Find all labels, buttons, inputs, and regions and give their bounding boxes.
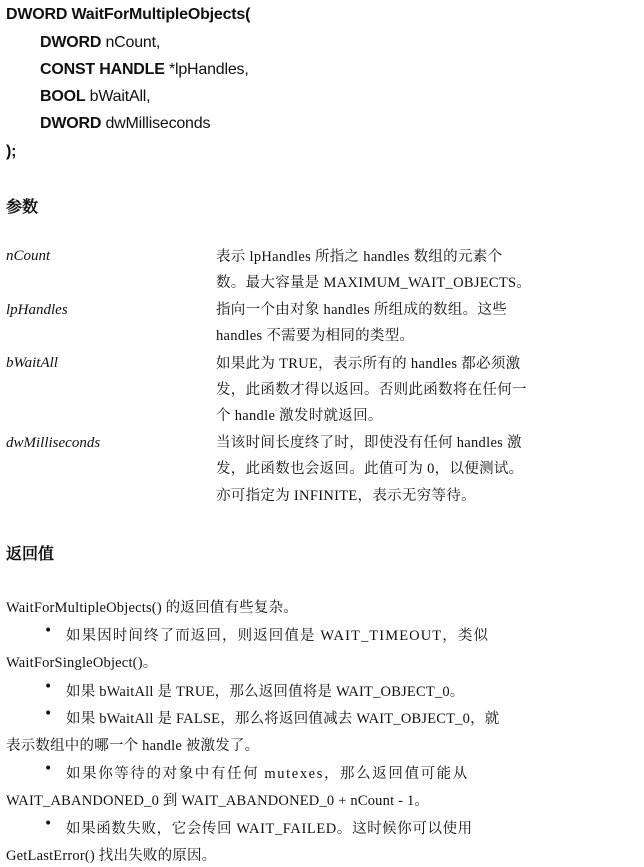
param-name: dwMilliseconds xyxy=(6,435,101,451)
signature-line-1: DWORD WaitForMultipleObjects( xyxy=(6,6,251,23)
param-desc-line: 发，此函数也会返回。此值可为 0，以便测试。 xyxy=(216,461,524,477)
param-desc-line: 表示 lpHandles 所指之 handles 数组的元素个 xyxy=(216,249,503,265)
bullet-text-line: 如果你等待的对象中有任何 mutexes，那么返回值可能从 xyxy=(66,766,469,782)
bullet-text-line: 如果 bWaitAll 是 TRUE，那么返回值将是 WAIT_OBJECT_0。 xyxy=(66,684,465,700)
type-keyword: DWORD xyxy=(40,34,102,51)
bullet-text-line: 表示数组中的哪一个 handle 被激发了。 xyxy=(6,738,260,754)
bullet-icon: • xyxy=(44,623,53,639)
signature-line-5 xyxy=(40,115,210,133)
param-desc-line: 发，此函数才得以返回。否则此函数将在任何一 xyxy=(216,382,527,398)
returns-heading: 返回值 xyxy=(6,544,55,563)
param-name: bWaitAll xyxy=(6,355,58,371)
bullet-text-line: WAIT_ABANDONED_0 到 WAIT_ABANDONED_0 + nCount - 1。 xyxy=(6,793,430,809)
param-desc-line: 如果此为 TRUE，表示所有的 handles 都必须激 xyxy=(216,356,521,372)
bullet-icon: • xyxy=(44,706,53,722)
signature-line-2 xyxy=(40,34,160,52)
param-identifier: nCount, xyxy=(101,34,161,51)
bullet-icon: • xyxy=(44,761,53,777)
param-desc-line: 亦可指定为 INFINITE，表示无穷等待。 xyxy=(216,488,476,504)
type-keyword: CONST HANDLE xyxy=(40,61,165,78)
type-keyword: BOOL xyxy=(40,88,86,105)
bullet-text-line: GetLastError() 找出失败的原因。 xyxy=(6,848,217,864)
param-name: lpHandles xyxy=(6,302,68,318)
bullet-text-line: 如果函数失败，它会传回 WAIT_FAILED。这时候你可以使用 xyxy=(66,821,473,837)
param-desc-line: 指向一个由对象 handles 所组成的数组。这些 xyxy=(216,302,508,318)
param-desc-line: 个 handle 激发时就返回。 xyxy=(216,408,383,424)
returns-intro: WaitForMultipleObjects() 的返回值有些复杂。 xyxy=(6,600,298,616)
param-desc-line: 当该时间长度终了时，即使没有任何 handles 激 xyxy=(216,435,522,451)
bullet-icon: • xyxy=(44,816,53,832)
bullet-text-line: WaitForSingleObject()。 xyxy=(6,655,158,671)
param-desc-line: 数。最大容量是 MAXIMUM_WAIT_OBJECTS。 xyxy=(216,275,532,291)
bullet-icon: • xyxy=(44,679,53,695)
signature-close: ); xyxy=(6,143,17,160)
signature-line-4 xyxy=(40,88,150,106)
bullet-text-line: 如果因时间终了而返回，则返回值是 WAIT_TIMEOUT，类似 xyxy=(66,628,490,644)
bullet-text-line: 如果 bWaitAll 是 FALSE，那么将返回值减去 WAIT_OBJECT_0，就 xyxy=(66,711,500,727)
param-name: nCount xyxy=(6,248,51,264)
param-desc-line: handles 不需要为相同的类型。 xyxy=(216,328,415,344)
param-identifier: *lpHandles, xyxy=(164,61,249,78)
signature-line-3 xyxy=(40,61,249,79)
param-identifier: dwMilliseconds xyxy=(101,115,211,132)
params-heading: 参数 xyxy=(6,197,39,216)
param-identifier: bWaitAll, xyxy=(85,88,151,105)
type-keyword: DWORD xyxy=(40,115,102,132)
